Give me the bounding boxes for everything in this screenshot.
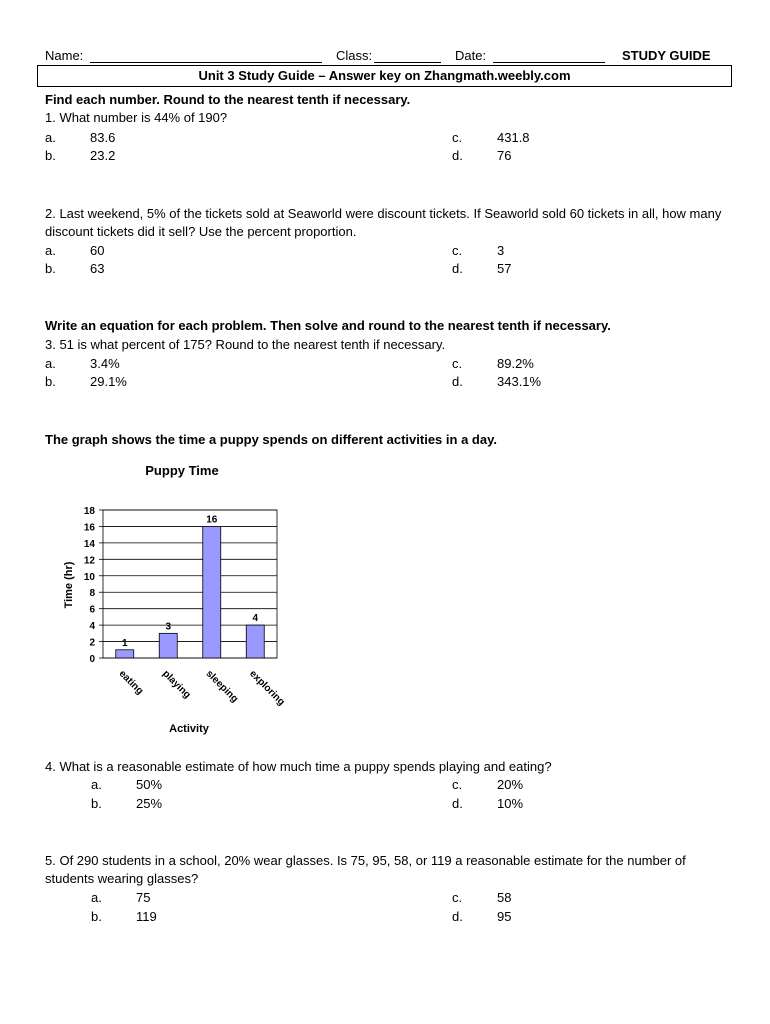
q1-b-value: 23.2 [90, 148, 116, 163]
bar-playing [159, 633, 177, 658]
q5-d-value: 95 [497, 909, 512, 924]
q4-c-label: c. [452, 777, 463, 792]
y-tick-label: 2 [89, 637, 95, 649]
section1-instruction: Find each number. Round to the nearest tenth if necessary. [45, 92, 411, 107]
q2-b-value: 63 [90, 261, 105, 276]
q2-text: 2. Last weekend, 5% of the tickets sold at Seaworld were discount tickets. If Seaworld sold 60 tickets in all, how many discount tickets did it sell? Use the percent proportion. [45, 206, 722, 239]
q1-text: 1. What number is 44% of 190? [45, 110, 228, 125]
y-axis-label: Time (hr) [63, 561, 75, 609]
q4-a-value: 50% [136, 777, 163, 792]
study-guide-label: STUDY GUIDE [622, 48, 711, 63]
q2-a-value: 60 [90, 243, 105, 258]
q1-a-value: 83.6 [90, 130, 116, 145]
bar-eating [116, 650, 134, 658]
q2-b-label: b. [45, 261, 56, 276]
q4-c-value: 20% [497, 777, 524, 792]
data-label-eating: 1 [121, 637, 128, 649]
q1-c-label: c. [452, 130, 463, 145]
q1-b-label: b. [45, 148, 56, 163]
date-label: Date: [455, 48, 487, 63]
q3-b-label: b. [45, 374, 56, 389]
y-tick-label: 16 [83, 522, 95, 534]
q5-c-value: 58 [497, 890, 512, 905]
y-tick-label: 4 [89, 621, 95, 633]
q3-d-value: 343.1% [497, 374, 542, 389]
class-label: Class: [336, 48, 373, 63]
q2-a-label: a. [45, 243, 56, 258]
name-label: Name: [45, 48, 84, 63]
q5-b-label: b. [91, 909, 102, 924]
q3-c-label: c. [452, 356, 463, 371]
q2-d-label: d. [452, 261, 463, 276]
q3-a-value: 3.4% [90, 356, 120, 371]
q5-b-value: 119 [136, 909, 157, 924]
chart-title: Puppy Time [145, 463, 219, 478]
q2-c-value: 3 [497, 243, 505, 258]
q4-b-label: b. [91, 796, 102, 811]
category-label-sleeping: sleeping [203, 668, 241, 705]
y-tick-label: 0 [89, 654, 95, 665]
q1-c-value: 431.8 [497, 130, 530, 145]
page-title: Unit 3 Study Guide – Answer key on Zhangmath.weebly.com [37, 65, 732, 87]
name-line[interactable] [90, 50, 322, 63]
y-tick-label: 8 [89, 588, 95, 600]
q3-b-value: 29.1% [90, 374, 127, 389]
y-tick-label: 14 [83, 538, 95, 550]
q5-a-label: a. [91, 890, 102, 905]
y-tick-label: 12 [83, 555, 95, 567]
q4-b-value: 25% [136, 796, 163, 811]
q5-text: 5. Of 290 students in a school, 20% wear glasses. Is 75, 95, 58, or 119 a reasonable estimate for the number of students wearing glasses? [45, 853, 686, 886]
q3-d-label: d. [452, 374, 463, 389]
data-label-exploring: 4 [252, 613, 259, 625]
q3-a-label: a. [45, 356, 56, 371]
y-tick-label: 10 [83, 571, 95, 583]
q1-d-value: 76 [497, 148, 512, 163]
q5-a-value: 75 [136, 890, 151, 905]
bar-exploring [246, 625, 264, 658]
q2-d-value: 57 [497, 261, 512, 276]
q3-text: 3. 51 is what percent of 175? Round to the nearest tenth if necessary. [45, 337, 446, 352]
category-label-eating: eating [116, 668, 146, 697]
q5-d-label: d. [452, 909, 463, 924]
q1-d-label: d. [452, 148, 463, 163]
y-tick-label: 18 [83, 506, 95, 517]
q4-a-label: a. [91, 777, 102, 792]
q4-text: 4. What is a reasonable estimate of how much time a puppy spends playing and eating? [45, 759, 552, 774]
data-label-sleeping: 16 [206, 514, 218, 526]
graph-intro: The graph shows the time a puppy spends on different activities in a day. [45, 432, 497, 447]
section2-instruction: Write an equation for each problem. Then solve and round to the nearest tenth if necessary. [45, 318, 611, 333]
class-line[interactable] [374, 50, 441, 63]
q4-d-label: d. [452, 796, 463, 811]
q4-d-value: 10% [497, 796, 524, 811]
puppy-time-chart [55, 455, 315, 745]
bar-sleeping [203, 526, 221, 658]
date-line[interactable] [493, 50, 605, 63]
q1-a-label: a. [45, 130, 56, 145]
q2-c-label: c. [452, 243, 463, 258]
y-tick-label: 6 [89, 604, 95, 616]
q5-c-label: c. [452, 890, 463, 905]
data-label-playing: 3 [165, 621, 172, 633]
category-label-playing: playing [160, 668, 193, 701]
x-axis-label: Activity [169, 723, 209, 735]
category-label-exploring: exploring [247, 668, 287, 708]
q3-c-value: 89.2% [497, 356, 534, 371]
